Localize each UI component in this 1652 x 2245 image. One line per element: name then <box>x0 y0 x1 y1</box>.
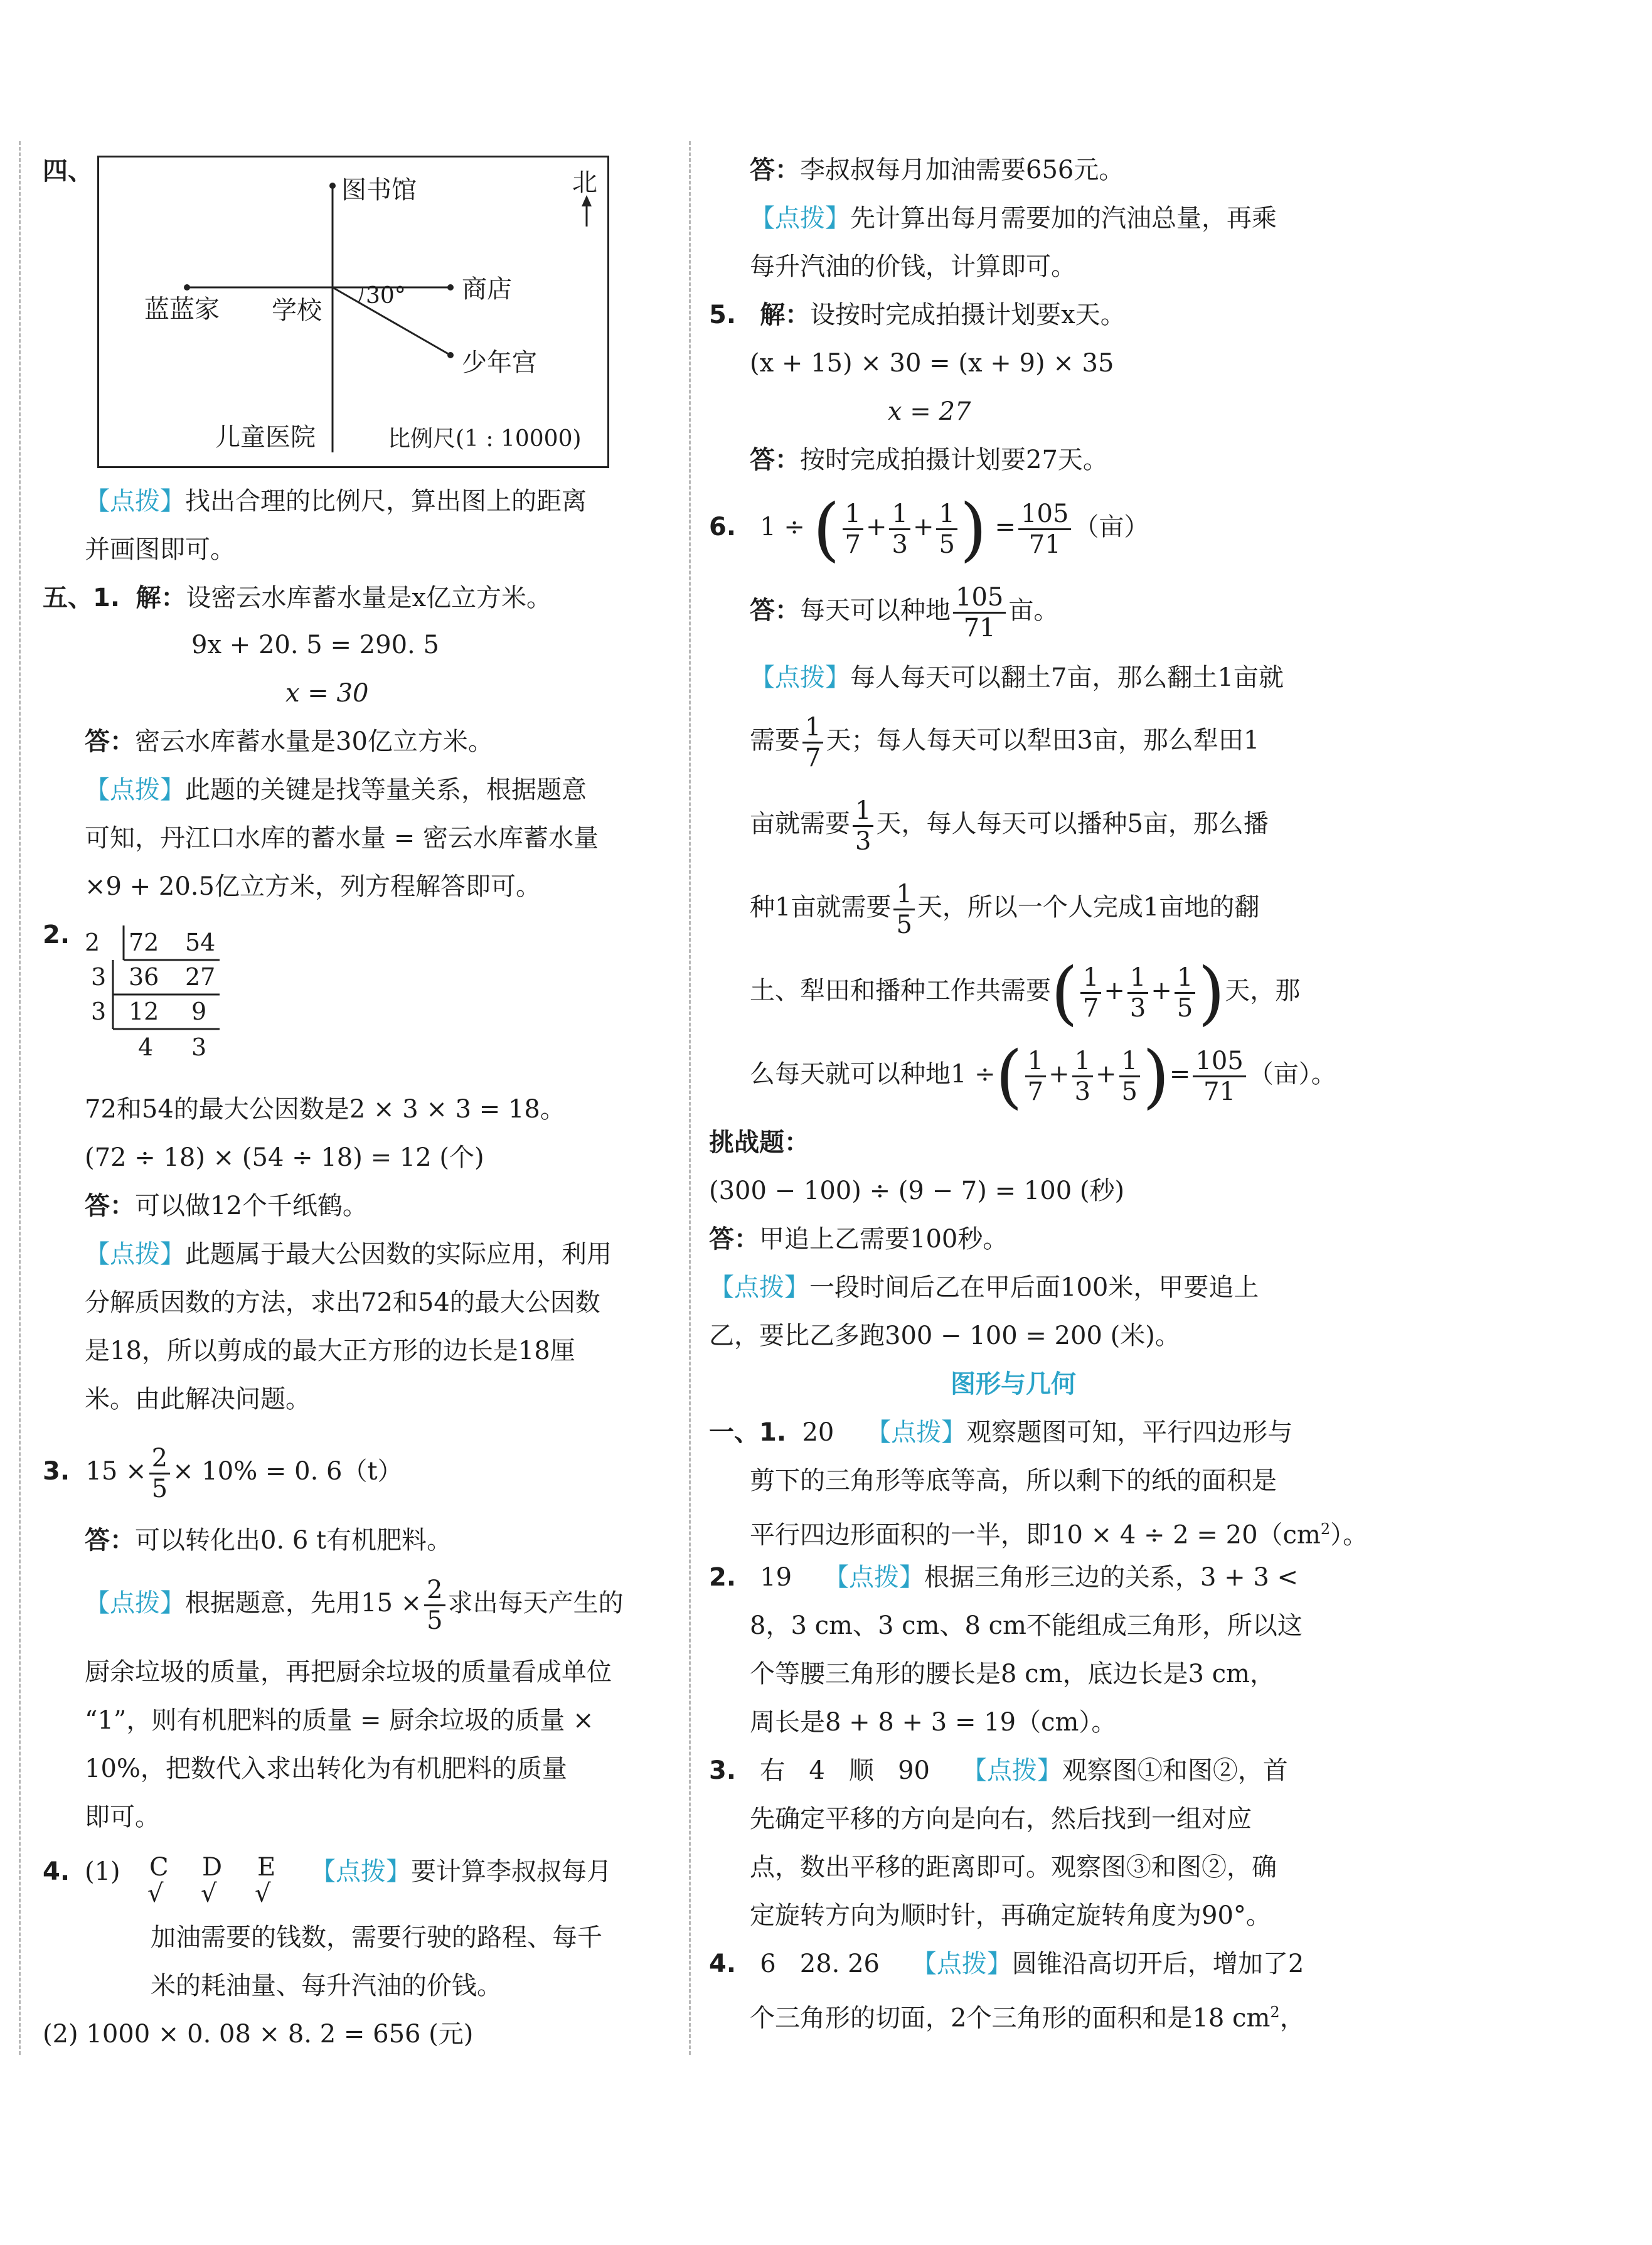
answer-text: 可以转化出0. 6 t有机肥料。 <box>135 1526 452 1555</box>
map-diagram <box>97 156 609 468</box>
numerator: 2 <box>424 1576 445 1606</box>
ladder-cell: 27 <box>185 963 216 991</box>
tip-label: 【点拨】 <box>866 1418 967 1447</box>
check-mark-icon: √ <box>255 1879 271 1908</box>
expr: 15 × <box>85 1457 147 1486</box>
tip-text: 观察题图可知，平行四边形与 <box>966 1418 1293 1447</box>
q2-number: 2. <box>43 920 70 949</box>
q6-tip-line4: 种1亩就需要 $\frac{1}{5}$ 天，所以一个人完成1亩地的翻 <box>750 879 1260 939</box>
map-shop-label: 商店 <box>462 275 512 304</box>
tip-text: 先计算出每月需要加的汽油总量，再乘 <box>850 204 1277 233</box>
tip-text: 根据题意，先用15 × <box>185 1589 422 1618</box>
q5-number: 5. <box>709 301 737 329</box>
equals: = <box>994 513 1016 541</box>
fraction <box>424 1576 445 1635</box>
tip-label: 【点拨】 <box>750 663 850 692</box>
tip-text: 一段时间后乙在甲后面100米，甲要追上 <box>809 1273 1259 1302</box>
q2-tip-line3: 是18，所以剪成的最大正方形的边长是18厘 <box>85 1336 575 1365</box>
tip-label: 【点拨】 <box>85 1589 185 1618</box>
youth-palace-point <box>447 352 454 358</box>
tip-label: 【点拨】 <box>911 1949 1012 1978</box>
challenge-tip-line2: 乙，要比乙多跑300 − 100 = 200 (米)。 <box>709 1321 1180 1350</box>
answer-text: 甲追上乙需要100秒。 <box>759 1225 1008 1254</box>
tip-label: 【点拨】 <box>823 1563 924 1592</box>
g1-number: 一、1. <box>709 1418 787 1447</box>
tip-label: 【点拨】 <box>311 1857 411 1886</box>
s5-eq1: 9x + 20. 5 = 290. 5 <box>191 631 439 659</box>
tip-label: 【点拨】 <box>85 776 185 804</box>
s5-tip-line2: 可知，丹江口水库的蓄水量 = 密云水库蓄水量 <box>85 824 599 853</box>
tip-label: 【点拨】 <box>709 1273 809 1302</box>
q3-number: 3. <box>43 1457 70 1486</box>
plus: + <box>912 513 934 541</box>
s4-tip-line1 <box>85 484 587 519</box>
g3-number: 3. <box>709 1756 737 1785</box>
answer-text: 亩。 <box>1008 596 1059 625</box>
challenge-title: 挑战题： <box>709 1128 809 1157</box>
g3-answer: 右 4 顺 90 <box>760 1756 930 1785</box>
s5-q1-line <box>43 580 552 616</box>
g4-line1 <box>709 1946 1304 1981</box>
left-paren: ( <box>813 489 840 569</box>
check-mark-icon: √ <box>147 1879 164 1908</box>
tip-text: 此题属于最大公因数的实际应用，利用 <box>185 1240 612 1269</box>
q3-tip-line5: 即可。 <box>85 1803 160 1832</box>
tip-text: 此题的关键是找等量关系，根据题意 <box>185 776 587 804</box>
denominator: 5 <box>427 1606 443 1635</box>
tip-label: 【点拨】 <box>85 487 185 516</box>
ladder-divisor: 3 <box>91 998 107 1025</box>
g3-line1 <box>709 1753 1288 1788</box>
map-north-label: 北 <box>572 168 597 197</box>
q5-text: 设按时完成拍摄计划要x天。 <box>810 301 1126 329</box>
q4b-tip-line2: 每升汽油的价钱，计算即可。 <box>750 252 1076 281</box>
geometry-section-title: 图形与几何 <box>951 1370 1076 1399</box>
fraction: $\frac{1}{3}$ <box>889 499 910 559</box>
check-mark-icon: √ <box>201 1879 217 1908</box>
answer-label: 答： <box>750 156 800 184</box>
q3-line <box>43 1437 403 1506</box>
q6-tip-line3: 亩就需要 $\frac{1}{3}$ 天，每人每天可以播种5亩，那么播 <box>750 796 1269 856</box>
challenge-answer <box>709 1222 1008 1257</box>
q6-tip-line6: 么每天就可以种地1 ÷( $\frac{1}{7}$ + $\frac{1}{3}$ + $\frac{1}{5}$ )= $\frac{105}{71}$ （亩）。 <box>750 1036 1336 1116</box>
choice-e: E <box>257 1853 276 1882</box>
challenge-eq: (300 − 100) ÷ (9 − 7) = 100 (秒) <box>709 1176 1125 1205</box>
ladder-cell: 36 <box>129 963 159 991</box>
left-margin-dashed-line <box>19 141 21 2055</box>
q3-tip-line4: 10%，把数代入求出转化为有机肥料的质量 <box>85 1754 567 1783</box>
q3-tip-line3: “1”，则有机肥料的质量 = 厨余垃圾的质量 × <box>85 1706 594 1735</box>
g4-line2: 个三角形的切面，2个三角形的面积和是18 $cm^2$， <box>750 2003 1305 2033</box>
g3-line4: 定旋转方向为顺时针，再确定旋转角度为90°。 <box>750 1901 1271 1930</box>
fraction: $\frac{105}{71}$ <box>953 583 1006 643</box>
s5-eq2: x = 30 <box>285 679 369 708</box>
ladder-cell: 4 <box>138 1033 154 1061</box>
q3-tip-line2: 厨余垃圾的质量，再把厨余垃圾的质量看成单位 <box>85 1658 612 1687</box>
tip-text: 求出每天产生的 <box>447 1589 624 1618</box>
ladder-cell: 72 <box>129 929 159 956</box>
tip-text: 找出合理的比例尺，算出图上的距离 <box>185 487 587 516</box>
q2-line1: 72和54的最大公因数是2 × 3 × 3 = 18。 <box>85 1095 565 1124</box>
s4-tip-line2: 并画图即可。 <box>85 535 235 564</box>
q4-tip-line1 <box>311 1854 612 1889</box>
g2-number: 2. <box>709 1563 737 1592</box>
tip-text: 根据三角形三边的关系，3 + 3 < <box>924 1563 1299 1592</box>
q2-tip-line2: 分解质因数的方法，求出72和54的最大公因数 <box>85 1288 600 1317</box>
ladder-cell: 12 <box>129 998 159 1025</box>
ladder-division <box>82 925 232 1076</box>
q3-answer <box>85 1523 452 1558</box>
q3-tip-line1 <box>85 1569 624 1638</box>
choice-d: D <box>202 1853 223 1882</box>
expr: 1 ÷ <box>760 513 805 541</box>
challenge-tip-line1 <box>709 1270 1259 1305</box>
map-school-label: 学校 <box>272 296 322 325</box>
answer-label: 答： <box>750 596 800 625</box>
q5-eq2: x = 27 <box>888 397 971 426</box>
s5-tip-line3: ×9 + 20.5亿立方米，列方程解答即可。 <box>85 872 541 901</box>
g2-answer: 19 <box>760 1563 792 1592</box>
map-hospital-label: 儿童医院 <box>215 423 316 452</box>
shop-point <box>447 284 454 291</box>
expr: × 10% = 0. 6（t） <box>173 1457 403 1486</box>
section-five-label: 五、1. <box>43 584 120 612</box>
choice-c: C <box>149 1853 169 1882</box>
g2-line3: 个等腰三角形的腰长是8 cm，底边长是3 cm， <box>750 1660 1275 1688</box>
right-paren: ) <box>959 489 987 569</box>
g2-line1 <box>709 1560 1298 1595</box>
tip-text: 圆锥沿高切开后，增加了2 <box>1011 1949 1304 1978</box>
g1-line2: 剪下的三角形等底等高，所以剩下的纸的面积是 <box>750 1466 1277 1495</box>
map-library-label: 图书馆 <box>341 176 417 205</box>
tip-label: 【点拨】 <box>85 1240 185 1269</box>
unit: （亩） <box>1074 513 1149 541</box>
ladder-cell: 54 <box>185 929 216 956</box>
g2-line2: 8，3 cm、3 cm、8 cm不能组成三角形，所以这 <box>750 1611 1303 1640</box>
fraction: $\frac{1}{5}$ <box>893 880 914 939</box>
q1-text: 设密云水库蓄水量是x亿立方米。 <box>186 584 552 612</box>
tip-label: 【点拨】 <box>961 1756 1062 1785</box>
tip-label: 【点拨】 <box>750 204 850 233</box>
ladder-divisor: 2 <box>85 929 100 956</box>
denominator: 5 <box>151 1474 168 1503</box>
map-scale-label: 比例尺(1 : 10000) <box>388 426 582 452</box>
g2-line4: 周长是8 + 8 + 3 = 19（cm）。 <box>750 1708 1117 1737</box>
q4b-tip-line1 <box>750 201 1277 236</box>
g1-line1 <box>709 1415 1292 1450</box>
q6-expression <box>709 489 1149 569</box>
q4-tip-line3: 米的耗油量、每升汽油的价钱。 <box>151 1971 502 2000</box>
q2-tip-line1 <box>85 1237 612 1272</box>
answer-label: 答： <box>750 445 800 474</box>
s5-tip-line1 <box>85 772 587 808</box>
solve-label: 解： <box>760 301 811 329</box>
g1-answer: 20 <box>802 1418 834 1447</box>
answer-label: 答： <box>709 1225 759 1254</box>
library-point <box>329 183 336 189</box>
q4-part1: (1) <box>85 1857 120 1886</box>
g3-line2: 先确定平移的方向是向右，然后找到一组对应 <box>750 1805 1252 1833</box>
g4-answer: 6 28. 26 <box>760 1949 880 1978</box>
fraction: $\frac{1}{7}$ <box>843 499 863 559</box>
tip-text: 要计算李叔叔每月 <box>411 1857 612 1886</box>
numerator: 2 <box>149 1444 170 1474</box>
angle-arc <box>359 287 363 302</box>
q4-part2: (2) 1000 × 0. 08 × 8. 2 = 656 (元) <box>43 2020 474 2049</box>
q6-answer <box>750 576 1058 645</box>
q6-number: 6. <box>709 513 737 541</box>
g3-line3: 点，数出平移的距离即可。观察图③和图②，确 <box>750 1853 1277 1882</box>
map-angle-label: 30° <box>366 283 406 309</box>
fraction: $\frac{1}{5}$ <box>936 499 957 559</box>
q5-eq1: (x + 15) × 30 = (x + 9) × 35 <box>750 349 1114 378</box>
q6-tip-line5: 土、犁田和播种工作共需要( $\frac{1}{7}$ + $\frac{1}{3}$ + $\frac{1}{5}$ )天，那 <box>750 952 1301 1033</box>
fraction: $\frac{105}{71}$ <box>1018 499 1071 559</box>
q6-tip-line2: 需要 $\frac{1}{7}$ 天；每人每天可以犁田3亩，那么犁田1 <box>750 712 1260 772</box>
tip-text: 每人每天可以翻土7亩，那么翻土1亩就 <box>850 663 1284 692</box>
q4b-answer <box>750 152 1124 188</box>
fraction: $\frac{1}{3}$ <box>853 796 873 856</box>
section-four-label: 四、 <box>43 157 93 186</box>
q2-tip-line4: 米。由此解决问题。 <box>85 1385 311 1414</box>
map-home-label: 蓝蓝家 <box>144 295 220 324</box>
q5-line <box>709 297 1126 333</box>
fraction <box>149 1444 170 1503</box>
tip-text: 观察图①和图②，首 <box>1062 1756 1288 1785</box>
s5-answer <box>85 724 493 759</box>
ladder-divisor: 3 <box>91 963 107 991</box>
q4-tip-line2: 加油需要的钱数，需要行驶的路程、每千 <box>151 1923 602 1952</box>
answer-text: 按时完成拍摄计划要27天。 <box>800 445 1108 474</box>
answer-label: 答： <box>85 1526 135 1555</box>
g4-number: 4. <box>709 1949 737 1978</box>
solve-label: 解： <box>136 584 186 612</box>
plus: + <box>865 513 887 541</box>
map-youth-palace-label: 少年宫 <box>462 348 537 377</box>
answer-label: 答： <box>85 1192 135 1220</box>
answer-text: 可以做12个千纸鹤。 <box>135 1192 368 1220</box>
column-divider-dashed-line <box>689 141 691 2055</box>
q6-tip-line1 <box>750 660 1284 695</box>
answer-text: 密云水库蓄水量是30亿立方米。 <box>135 727 493 756</box>
q4-number: 4. <box>43 1857 70 1886</box>
answer-text: 每天可以种地 <box>800 596 951 625</box>
answer-label: 答： <box>85 727 135 756</box>
q2-line2: (72 ÷ 18) × (54 ÷ 18) = 12 (个) <box>85 1143 484 1172</box>
ladder-cell: 9 <box>191 998 207 1025</box>
fraction: $\frac{1}{7}$ <box>802 713 823 772</box>
q2-answer <box>85 1188 368 1224</box>
q5-answer <box>750 442 1108 477</box>
g1-line3: 平行四边形面积的一半，即$10 \times 4 \div 2 = 20(cm^2)$。 <box>750 1520 1368 1550</box>
answer-text: 李叔叔每月加油需要656元。 <box>800 156 1124 184</box>
ladder-cell: 3 <box>191 1033 207 1061</box>
